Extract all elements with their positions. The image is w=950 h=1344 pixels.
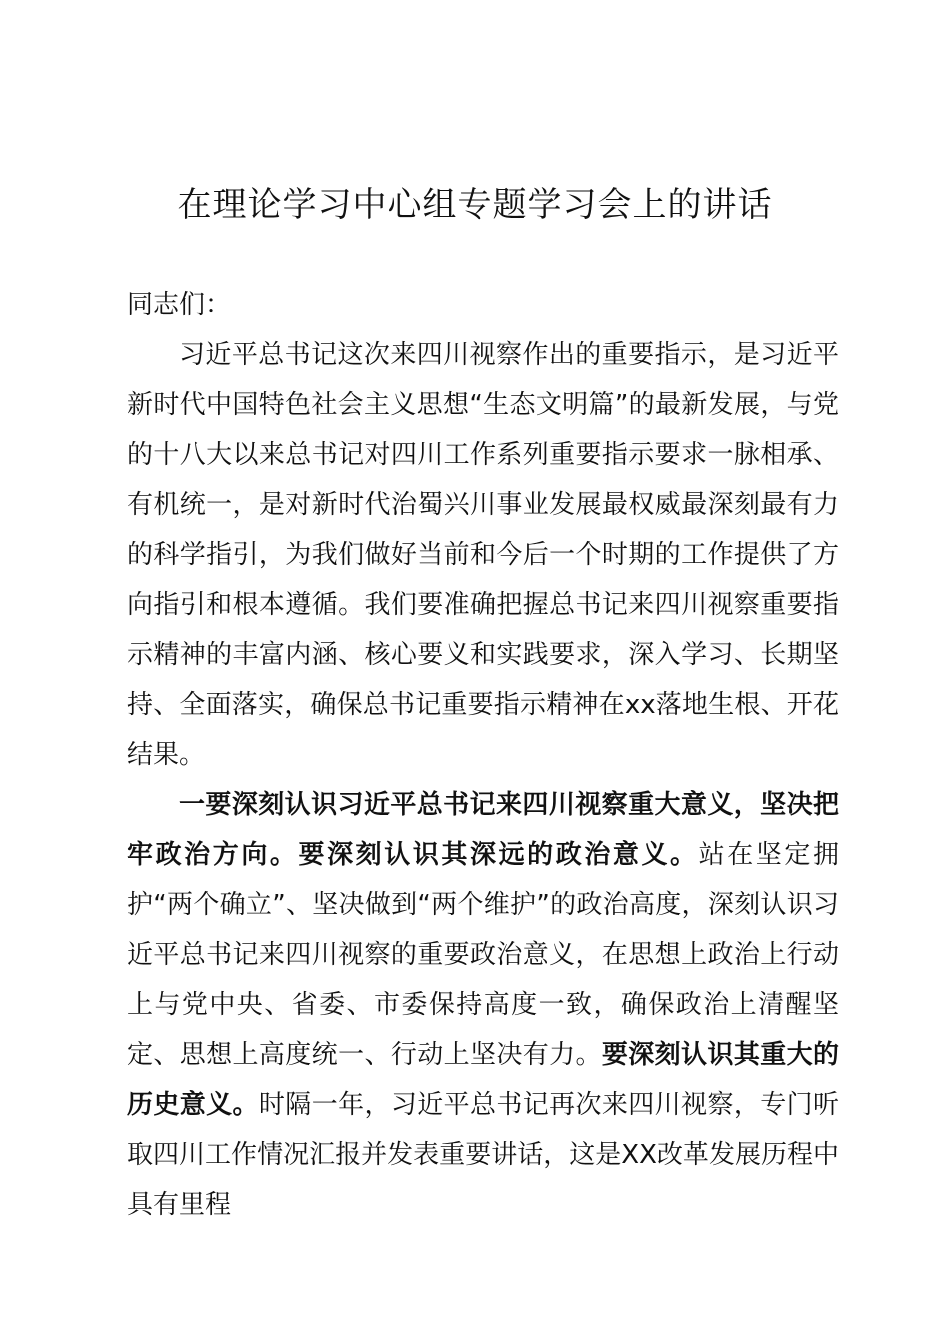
paragraph-text: 习近平总书记这次来四川视察作出的重要指示，是习近平新时代中国特色社会主义思想“生态文明篇”的最新发展，与党的十八大以来总书记对四川工作系列重要指示要求一脉相承、有机统一，是对新时代治蜀兴川事业发展最权威最深刻最有力的科学指引，为我们做好当前和今后一个时期的工作提供了方向指引和根本遵循。我们要准确把握总书记来四川视察重要指示精神的丰富内涵、核心要义和实践要求，深入学习、长期坚持、全面落实，确保总书记重要指示精神在xx落地生根、开花结果。 [127, 340, 839, 770]
paragraph-1 [127, 330, 839, 780]
subpoint-heading: 要深刻认识其重大的历史意义。 [127, 1040, 839, 1120]
document-body [127, 280, 839, 1230]
subpoint-heading: 要深刻认识其深远的政治意义。 [298, 840, 699, 870]
section-heading: 一要深刻认识习近平总书记来四川视察重大意义，坚决把牢政治方向。 [127, 790, 839, 870]
paragraph-2 [127, 780, 839, 1230]
paragraph-text: 时隔一年，习近平总书记再次来四川视察，专门听取四川工作情况汇报并发表重要讲话，这是XX改革发展历程中具有里程 [127, 1090, 839, 1220]
salutation: 同志们： [127, 290, 232, 320]
paragraph-text: 站在坚定拥护“两个确立”、坚决做到“两个维护”的政治高度，深刻认识习近平总书记来四川视察的重要政治意义，在思想上政治上行动上与党中央、省委、市委保持高度一致，确保政治上清醒坚定、思想上高度统一、行动上坚决有力。 [127, 840, 839, 1070]
document-title: 在理论学习中心组专题学习会上的讲话 [177, 185, 773, 225]
